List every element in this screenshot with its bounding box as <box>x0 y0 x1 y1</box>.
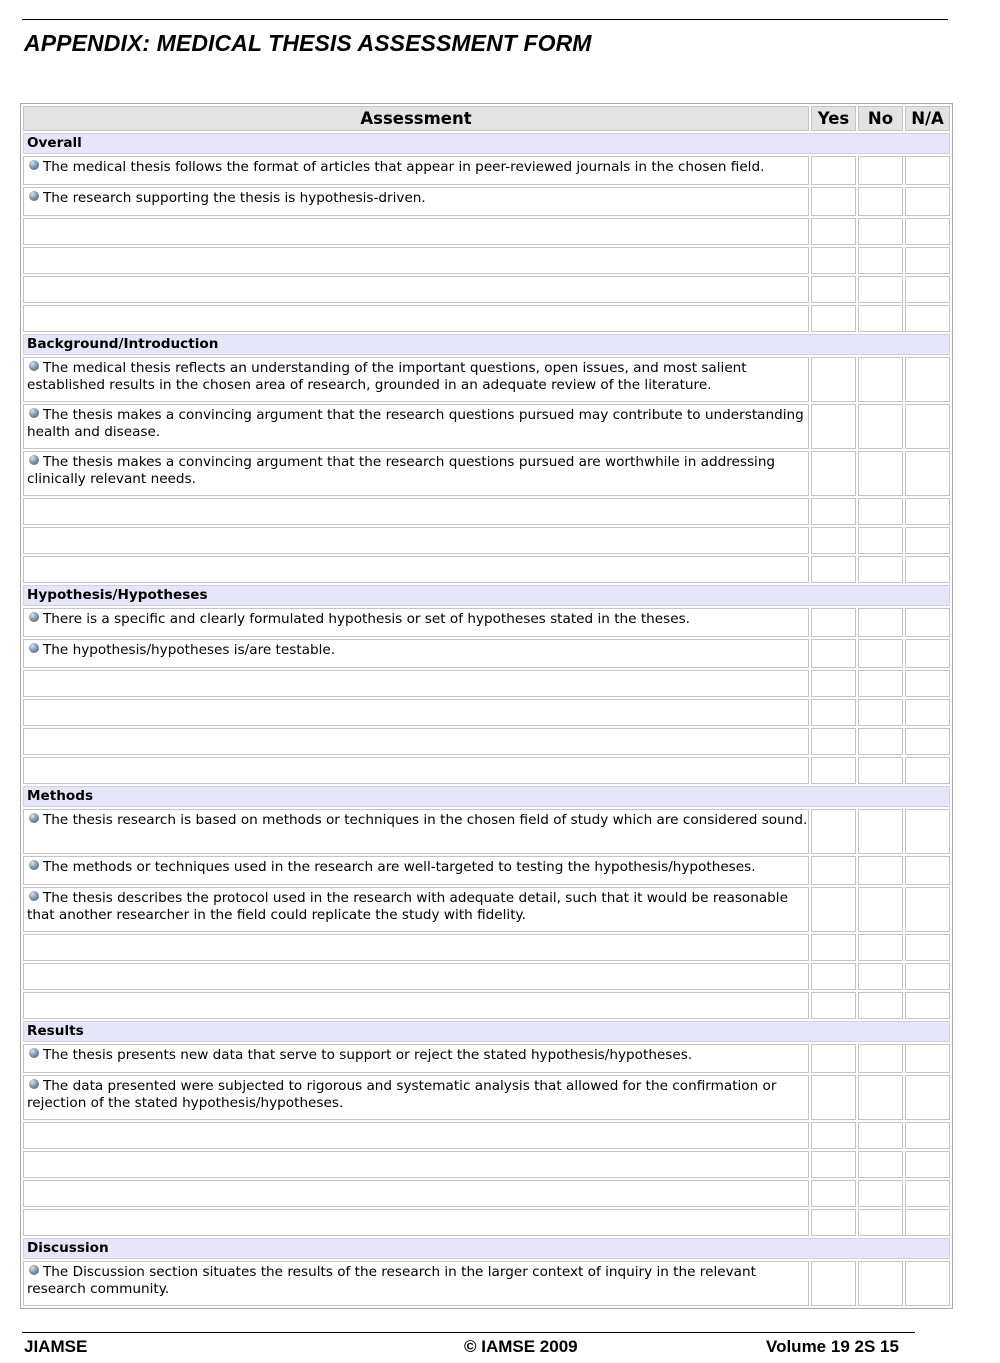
no-checkbox-cell[interactable] <box>858 856 903 885</box>
yes-checkbox-cell[interactable] <box>811 556 856 583</box>
na-checkbox-cell[interactable] <box>905 1075 950 1120</box>
no-checkbox-cell[interactable] <box>858 247 903 274</box>
no-checkbox-cell[interactable] <box>858 887 903 932</box>
blank-row <box>23 1180 950 1207</box>
criterion-text: The medical thesis reflects an understanding of the important questions, open issues, and most salient established results in the chosen area of research, grounded in an adequate review of the literature. <box>27 360 747 393</box>
blank-criterion-cell[interactable] <box>23 963 809 990</box>
blank-row <box>23 757 950 784</box>
criterion-cell <box>23 809 809 854</box>
footer-copyright: © IAMSE 2009 <box>464 1337 578 1356</box>
criterion-row <box>23 187 950 216</box>
section-row <box>23 133 950 154</box>
bullet-icon <box>29 612 39 622</box>
criterion-cell <box>23 856 809 885</box>
yes-checkbox-cell[interactable] <box>811 357 856 402</box>
blank-row <box>23 699 950 726</box>
yes-checkbox-cell[interactable] <box>811 639 856 668</box>
blank-row <box>23 247 950 274</box>
blank-row <box>23 276 950 303</box>
section-heading: Hypothesis/Hypotheses <box>23 585 950 606</box>
yes-checkbox-cell[interactable] <box>811 757 856 784</box>
na-checkbox-cell[interactable] <box>905 1261 950 1306</box>
blank-criterion-cell[interactable] <box>23 527 809 554</box>
footer-volume: Volume 19 2S 15 <box>766 1337 899 1356</box>
criterion-row <box>23 1075 950 1120</box>
section-heading: Background/Introduction <box>23 334 950 355</box>
no-checkbox-cell[interactable] <box>858 1209 903 1236</box>
no-checkbox-cell[interactable] <box>858 156 903 185</box>
criterion-text: The research supporting the thesis is hypothesis-driven. <box>43 190 426 206</box>
blank-row <box>23 305 950 332</box>
top-rule <box>22 19 948 20</box>
na-checkbox-cell[interactable] <box>905 1209 950 1236</box>
criterion-text: The thesis presents new data that serve to support or reject the stated hypothesis/hypotheses. <box>43 1047 693 1063</box>
section-row <box>23 1238 950 1259</box>
criterion-row <box>23 451 950 496</box>
blank-criterion-cell[interactable] <box>23 1151 809 1178</box>
yes-checkbox-cell[interactable] <box>811 728 856 755</box>
blank-criterion-cell[interactable] <box>23 728 809 755</box>
criterion-text: The Discussion section situates the results of the research in the larger context of inquiry in the relevant research community. <box>27 1264 756 1297</box>
na-checkbox-cell[interactable] <box>905 608 950 637</box>
yes-checkbox-cell[interactable] <box>811 963 856 990</box>
criterion-text: The thesis makes a convincing argument that the research questions pursued are worthwhile in addressing clinically relevant needs. <box>27 454 776 487</box>
no-checkbox-cell[interactable] <box>858 608 903 637</box>
criterion-cell <box>23 1044 809 1073</box>
na-checkbox-cell[interactable] <box>905 639 950 668</box>
na-checkbox-cell[interactable] <box>905 963 950 990</box>
no-checkbox-cell[interactable] <box>858 527 903 554</box>
criterion-row <box>23 1261 950 1306</box>
no-checkbox-cell[interactable] <box>858 357 903 402</box>
yes-checkbox-cell[interactable] <box>811 992 856 1019</box>
na-checkbox-cell[interactable] <box>905 1044 950 1073</box>
section-heading: Methods <box>23 786 950 807</box>
blank-criterion-cell[interactable] <box>23 1122 809 1149</box>
blank-row <box>23 527 950 554</box>
criterion-cell <box>23 357 809 402</box>
criterion-cell <box>23 639 809 668</box>
no-checkbox-cell[interactable] <box>858 305 903 332</box>
no-checkbox-cell[interactable] <box>858 728 903 755</box>
blank-row <box>23 1151 950 1178</box>
criterion-cell <box>23 187 809 216</box>
yes-checkbox-cell[interactable] <box>811 1209 856 1236</box>
yes-checkbox-cell[interactable] <box>811 1180 856 1207</box>
criterion-text: The thesis describes the protocol used in the research with adequate detail, such that it would be reasonable that another researcher in the field could replicate the study with fidelity. <box>27 890 788 923</box>
yes-checkbox-cell[interactable] <box>811 187 856 216</box>
blank-criterion-cell[interactable] <box>23 699 809 726</box>
na-checkbox-cell[interactable] <box>905 728 950 755</box>
blank-row <box>23 498 950 525</box>
bullet-icon <box>29 361 39 371</box>
na-checkbox-cell[interactable] <box>905 757 950 784</box>
yes-checkbox-cell[interactable] <box>811 1151 856 1178</box>
blank-row <box>23 1122 950 1149</box>
yes-checkbox-cell[interactable] <box>811 1044 856 1073</box>
yes-checkbox-cell[interactable] <box>811 670 856 697</box>
blank-criterion-cell[interactable] <box>23 247 809 274</box>
page-title: APPENDIX: MEDICAL THESIS ASSESSMENT FORM <box>24 30 592 56</box>
criterion-text: The thesis research is based on methods or techniques in the chosen field of study which are considered sound. <box>43 812 808 828</box>
criterion-cell <box>23 1075 809 1120</box>
yes-checkbox-cell[interactable] <box>811 809 856 854</box>
na-checkbox-cell[interactable] <box>905 934 950 961</box>
yes-checkbox-cell[interactable] <box>811 699 856 726</box>
blank-criterion-cell[interactable] <box>23 934 809 961</box>
criterion-row <box>23 156 950 185</box>
yes-checkbox-cell[interactable] <box>811 887 856 932</box>
bullet-icon <box>29 1265 39 1275</box>
no-checkbox-cell[interactable] <box>858 963 903 990</box>
bullet-icon <box>29 860 39 870</box>
criterion-row <box>23 639 950 668</box>
criterion-text: The data presented were subjected to rigorous and systematic analysis that allowed for the confirmation or rejection of the stated hypothesis/hypotheses. <box>27 1078 777 1111</box>
criterion-cell <box>23 608 809 637</box>
criterion-cell <box>23 156 809 185</box>
na-checkbox-cell[interactable] <box>905 305 950 332</box>
criterion-text: The thesis makes a convincing argument that the research questions pursued may contribute to understanding health and disease. <box>27 407 804 440</box>
no-checkbox-cell[interactable] <box>858 1122 903 1149</box>
blank-row <box>23 728 950 755</box>
no-checkbox-cell[interactable] <box>858 498 903 525</box>
bullet-icon <box>29 1079 39 1089</box>
na-checkbox-cell[interactable] <box>905 498 950 525</box>
footer-rule <box>22 1332 915 1333</box>
header-row <box>23 106 950 131</box>
header-yes: Yes <box>811 106 856 131</box>
criterion-row <box>23 404 950 449</box>
header-no: No <box>858 106 903 131</box>
no-checkbox-cell[interactable] <box>858 757 903 784</box>
bullet-icon <box>29 891 39 901</box>
yes-checkbox-cell[interactable] <box>811 527 856 554</box>
na-checkbox-cell[interactable] <box>905 1151 950 1178</box>
criterion-row <box>23 887 950 932</box>
no-checkbox-cell[interactable] <box>858 699 903 726</box>
criterion-row <box>23 809 950 854</box>
criterion-row <box>23 357 950 402</box>
header-na: N/A <box>905 106 950 131</box>
bullet-icon <box>29 160 39 170</box>
yes-checkbox-cell[interactable] <box>811 305 856 332</box>
blank-row <box>23 963 950 990</box>
na-checkbox-cell[interactable] <box>905 699 950 726</box>
no-checkbox-cell[interactable] <box>858 404 903 449</box>
criterion-text: There is a specific and clearly formulated hypothesis or set of hypotheses stated in the theses. <box>43 611 690 627</box>
criterion-text: The medical thesis follows the format of articles that appear in peer-reviewed journals in the chosen field. <box>43 159 765 175</box>
blank-criterion-cell[interactable] <box>23 757 809 784</box>
section-row <box>23 585 950 606</box>
section-row <box>23 334 950 355</box>
na-checkbox-cell[interactable] <box>905 1122 950 1149</box>
no-checkbox-cell[interactable] <box>858 992 903 1019</box>
bullet-icon <box>29 813 39 823</box>
yes-checkbox-cell[interactable] <box>811 218 856 245</box>
no-checkbox-cell[interactable] <box>858 451 903 496</box>
na-checkbox-cell[interactable] <box>905 218 950 245</box>
bullet-icon <box>29 1048 39 1058</box>
na-checkbox-cell[interactable] <box>905 809 950 854</box>
section-row <box>23 786 950 807</box>
blank-criterion-cell[interactable] <box>23 556 809 583</box>
no-checkbox-cell[interactable] <box>858 1075 903 1120</box>
blank-criterion-cell[interactable] <box>23 276 809 303</box>
assessment-body <box>23 133 950 1306</box>
yes-checkbox-cell[interactable] <box>811 1122 856 1149</box>
yes-checkbox-cell[interactable] <box>811 1261 856 1306</box>
criterion-text: The hypothesis/hypotheses is/are testable. <box>43 642 336 658</box>
blank-criterion-cell[interactable] <box>23 498 809 525</box>
bullet-icon <box>29 455 39 465</box>
blank-criterion-cell[interactable] <box>23 1180 809 1207</box>
na-checkbox-cell[interactable] <box>905 276 950 303</box>
yes-checkbox-cell[interactable] <box>811 856 856 885</box>
na-checkbox-cell[interactable] <box>905 527 950 554</box>
no-checkbox-cell[interactable] <box>858 639 903 668</box>
criterion-row <box>23 608 950 637</box>
yes-checkbox-cell[interactable] <box>811 608 856 637</box>
blank-criterion-cell[interactable] <box>23 305 809 332</box>
na-checkbox-cell[interactable] <box>905 887 950 932</box>
section-heading: Discussion <box>23 1238 950 1259</box>
no-checkbox-cell[interactable] <box>858 809 903 854</box>
no-checkbox-cell[interactable] <box>858 1180 903 1207</box>
na-checkbox-cell[interactable] <box>905 1180 950 1207</box>
no-checkbox-cell[interactable] <box>858 218 903 245</box>
criterion-text: The methods or techniques used in the research are well-targeted to testing the hypothesis/hypotheses. <box>43 859 756 875</box>
footer-journal: JIAMSE <box>24 1337 88 1356</box>
bullet-icon <box>29 643 39 653</box>
yes-checkbox-cell[interactable] <box>811 247 856 274</box>
no-checkbox-cell[interactable] <box>858 1044 903 1073</box>
na-checkbox-cell[interactable] <box>905 247 950 274</box>
yes-checkbox-cell[interactable] <box>811 276 856 303</box>
section-heading: Results <box>23 1021 950 1042</box>
blank-row <box>23 670 950 697</box>
no-checkbox-cell[interactable] <box>858 556 903 583</box>
blank-criterion-cell[interactable] <box>23 218 809 245</box>
no-checkbox-cell[interactable] <box>858 1151 903 1178</box>
section-row <box>23 1021 950 1042</box>
blank-row <box>23 992 950 1019</box>
na-checkbox-cell[interactable] <box>905 404 950 449</box>
bullet-icon <box>29 408 39 418</box>
na-checkbox-cell[interactable] <box>905 357 950 402</box>
criterion-cell <box>23 404 809 449</box>
no-checkbox-cell[interactable] <box>858 187 903 216</box>
blank-row <box>23 556 950 583</box>
no-checkbox-cell[interactable] <box>858 276 903 303</box>
blank-row <box>23 218 950 245</box>
yes-checkbox-cell[interactable] <box>811 404 856 449</box>
blank-criterion-cell[interactable] <box>23 1209 809 1236</box>
assessment-table <box>20 103 953 1309</box>
yes-checkbox-cell[interactable] <box>811 498 856 525</box>
yes-checkbox-cell[interactable] <box>811 156 856 185</box>
yes-checkbox-cell[interactable] <box>811 1075 856 1120</box>
yes-checkbox-cell[interactable] <box>811 451 856 496</box>
blank-criterion-cell[interactable] <box>23 670 809 697</box>
na-checkbox-cell[interactable] <box>905 856 950 885</box>
section-heading: Overall <box>23 133 950 154</box>
blank-row <box>23 1209 950 1236</box>
yes-checkbox-cell[interactable] <box>811 934 856 961</box>
na-checkbox-cell[interactable] <box>905 670 950 697</box>
criterion-cell <box>23 451 809 496</box>
na-checkbox-cell[interactable] <box>905 451 950 496</box>
na-checkbox-cell[interactable] <box>905 156 950 185</box>
no-checkbox-cell[interactable] <box>858 934 903 961</box>
criterion-row <box>23 1044 950 1073</box>
criterion-row <box>23 856 950 885</box>
header-assessment: Assessment <box>23 106 809 131</box>
na-checkbox-cell[interactable] <box>905 556 950 583</box>
bullet-icon <box>29 191 39 201</box>
no-checkbox-cell[interactable] <box>858 1261 903 1306</box>
criterion-cell <box>23 887 809 932</box>
na-checkbox-cell[interactable] <box>905 187 950 216</box>
blank-criterion-cell[interactable] <box>23 992 809 1019</box>
na-checkbox-cell[interactable] <box>905 992 950 1019</box>
criterion-cell <box>23 1261 809 1306</box>
blank-row <box>23 934 950 961</box>
no-checkbox-cell[interactable] <box>858 670 903 697</box>
